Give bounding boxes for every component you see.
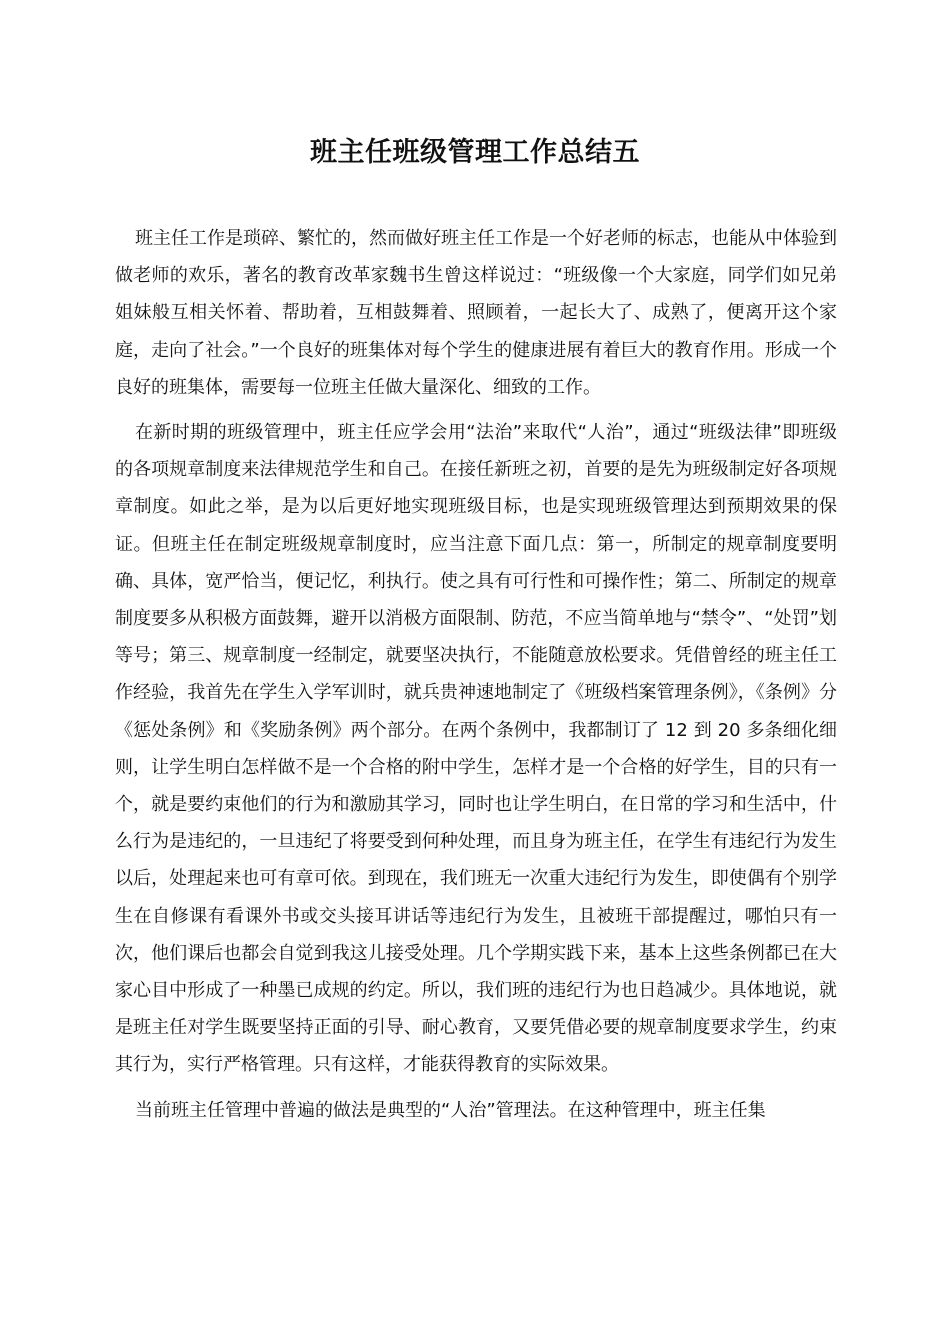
- paragraph-1: 班主任工作是琐碎、繁忙的，然而做好班主任工作是一个好老师的标志，也能从中体验到做老师的欢乐，著名的教育改革家魏书生曾这样说过：“班级像一个大家庭，同学们如兄弟姐妹般互相关怀着、帮助着，互相鼓舞着、照顾着，一起长大了、成熟了，便离开这个家庭，走向了社会。”一个良好的班集体对每个学生的健康进展有着巨大的教育作用。形成一个良好的班集体，需要每一位班主任做大量深化、细致的工作。: [115, 228, 837, 398]
- paragraph-2: 在新时期的班级管理中，班主任应学会用“法治”来取代“人治”，通过“班级法律”即班级的各项规章制度来法律规范学生和自己。在接任新班之初，首要的是先为班级制定好各项规章制度。如此之举，是为以后更好地实现班级目标，也是实现班级管理达到预期效果的保证。但班主任在制定班级规章制度时，应当注意下面几点：第一，所制定的规章制度要明确、具体，宽严恰当，便记忆，利执行。使之具有可行性和可操作性；第二、所制定的规章制度要多从积极方面鼓舞，避开以消极方面限制、防范，不应当简单地与“禁令”、“处罚”划等号；第三、规章制度一经制定，就要坚决执行，不能随意放松要求。凭借曾经的班主任工作经验，我首先在学生入学军训时，就兵贵神速地制定了《班级档案管理条例》，《条例》分《惩处条例》和《奖励条例》两个部分。在两个条例中，我都制订了 12 到 20 多条细化细则，让学生明白怎样做不是一个合格的附中学生，怎样才是一个合格的好学生，目的只有一个，就是要约束他们的行为和激励其学习，同时也让学生明白，在日常的学习和生活中，什么行为是违纪的，一旦违纪了将要受到何种处理，而且身为班主任，在学生有违纪行为发生以后，处理起来也可有章可依。到现在，我们班无一次重大违纪行为发生，即使偶有个别学生在自修课有看课外书或交头接耳讲话等违纪行为发生，且被班干部提醒过，哪怕只有一次，他们课后也都会自觉到我这儿接受处理。几个学期实践下来，基本上这些条例都已在大家心目中形成了一种墨已成规的约定。所以，我们班的违纪行为也日趋减少。具体地说，就是班主任对学生既要坚持正面的引导、耐心教育，又要凭借必要的规章制度要求学生，约束其行为，实行严格管理。只有这样，才能获得教育的实际效果。: [115, 422, 837, 1076]
- paragraph-3: 当前班主任管理中普遍的做法是典型的“人治”管理法。在这种管理中，班主任集: [135, 1099, 766, 1121]
- document-title: 班主任班级管理工作总结五: [310, 137, 640, 168]
- document-body: [115, 220, 837, 1137]
